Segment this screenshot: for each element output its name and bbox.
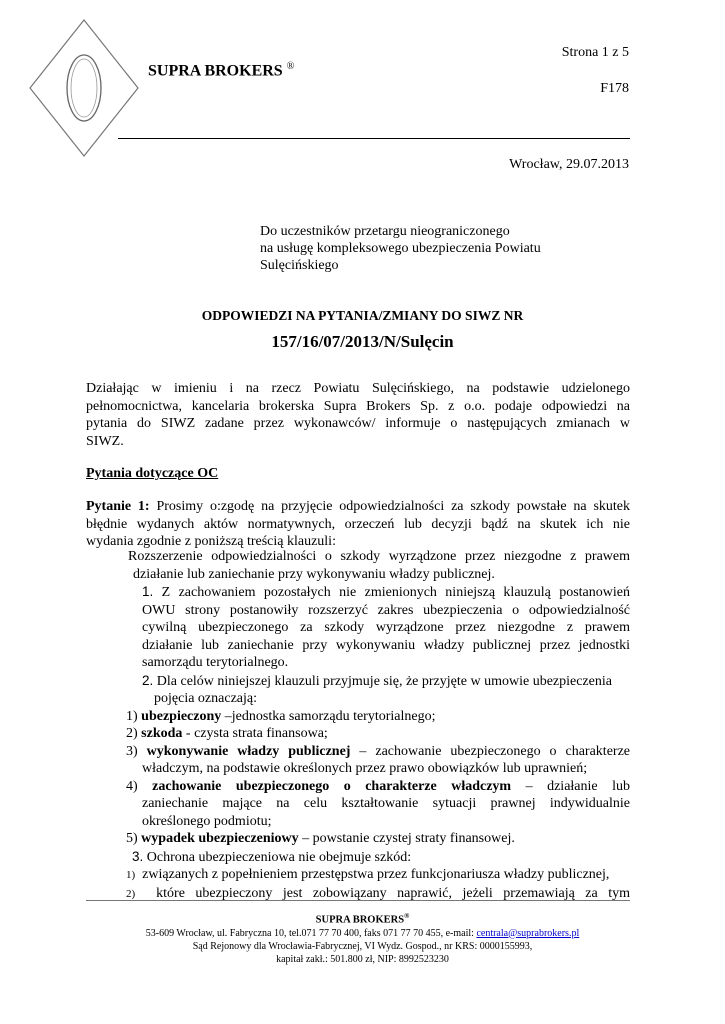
page-number: Strona 1 z 5 bbox=[561, 45, 629, 60]
intro-paragraph bbox=[86, 380, 630, 450]
case-number: 157/16/07/2013/N/Sulęcin bbox=[271, 332, 454, 351]
point-number: 3. bbox=[132, 848, 144, 864]
question-label: Pytanie 1: bbox=[86, 499, 150, 514]
definition-5 bbox=[86, 830, 630, 848]
section-title: Pytania dotyczące OC bbox=[86, 466, 219, 481]
definition-text: –jednostka samorządu terytorialnego; bbox=[221, 708, 436, 724]
exclusion-number: 2) bbox=[126, 887, 136, 900]
intro-line: Działając w imieniu i na rzecz Powiatu Sulęcińskiego, na podstawie udzielonego bbox=[86, 381, 630, 396]
definition-4 bbox=[86, 778, 630, 796]
footer-email-link[interactable]: centrala@suprabrokers.pl bbox=[476, 927, 580, 939]
definition-text: – powstanie czystej straty finansowej. bbox=[298, 831, 515, 846]
definition-4-line: określonego podmiotu; bbox=[142, 813, 272, 829]
exclusion-number: 1) bbox=[126, 869, 136, 881]
clause-point-1-line: cywilną ubezpieczonego za szkody wyrządzone przez niezgodne z prawem bbox=[142, 620, 630, 635]
definition-2 bbox=[86, 725, 630, 743]
definition-text: – działanie lub bbox=[511, 778, 630, 794]
definition-number: 2) bbox=[126, 726, 138, 741]
definition-text: – zachowanie ubezpieczonego o charakterze bbox=[350, 743, 630, 759]
definition-term: ubezpieczony bbox=[141, 708, 222, 724]
definition-number: 4) bbox=[126, 778, 138, 794]
intro-line: pełnomocnictwa, kancelaria brokerska Supra Brokers Sp. z o.o. podaje odpowiedzi na bbox=[86, 398, 630, 414]
intro-line: pytania do SIWZ zadane przez wykonawców/ informuje o następujących zmianach w bbox=[86, 416, 630, 431]
clause-intro-line: Rozszerzenie odpowiedzialności o szkody wyrządzone przez niezgodne z prawem bbox=[128, 549, 630, 564]
question-1-line: błędnie wydanych aktów normatywnych, orzeczeń lub decyzji bądź na skutek ich nie bbox=[86, 516, 630, 532]
definition-number: 3) bbox=[126, 743, 138, 759]
intro-line: SIWZ. bbox=[86, 433, 124, 449]
document-date: Wrocław, 29.07.2013 bbox=[509, 157, 629, 172]
definition-number: 5) bbox=[126, 831, 138, 846]
addressee-line: na usługę kompleksowego ubezpieczenia Powiatu bbox=[260, 241, 541, 256]
definition-3-line: władczym, na podstawie określonych przez prawo obowiązków lub uprawnień; bbox=[142, 761, 588, 776]
footer-capital: kapitał zakł.: 501.800 zł, NIP: 8992523230 bbox=[276, 953, 449, 965]
definition-1 bbox=[86, 708, 630, 726]
addressee-line: Do uczestników przetargu nieograniczonego bbox=[260, 224, 510, 239]
question-text: Prosimy o:zgodę na przyjęcie odpowiedzialności za szkody powstałe na skutek bbox=[149, 499, 631, 514]
question-1-line: wydania zgodnie z poniższą treścią klauzuli: bbox=[86, 534, 336, 549]
clause-point-1 bbox=[86, 583, 630, 602]
header-divider bbox=[118, 138, 630, 139]
addressee-line: Sulęcińskiego bbox=[260, 258, 339, 273]
clause-point-1-line: OWU strony postanowiły rozszerzyć zakres ubezpieczenia o odpowiedzialność bbox=[142, 602, 630, 618]
question-1 bbox=[86, 498, 630, 551]
footer-brand: SUPRA BROKERS® bbox=[315, 912, 410, 926]
clause-point-1-line: działanie lub zaniechanie przy wykonywaniu władzy publicznej przez jednostki bbox=[142, 637, 630, 653]
point-text: Dla celów niniejszej klauzuli przyjmuje się, że przyjęte w umowie ubezpieczenia bbox=[153, 673, 612, 689]
definition-4-line: zaniechanie mające na celu kształtowanie sytuacji prawnej indywidualnie bbox=[142, 796, 630, 811]
definition-text: - czysta strata finansowa; bbox=[182, 726, 328, 741]
exclusion-text: związanych z popełnieniem przestępstwa przez funkcjonariusza władzy publicznej, bbox=[142, 867, 610, 882]
footer-divider bbox=[86, 900, 630, 901]
supra-brokers-logo bbox=[28, 18, 140, 158]
definition-term: zachowanie ubezpieczonego o charakterze władczym bbox=[152, 778, 512, 794]
clause-point-2-line: pojęcia oznaczają: bbox=[154, 691, 257, 706]
point-number: 1. bbox=[142, 584, 154, 599]
footer bbox=[0, 910, 725, 966]
point-text: Z zachowaniem pozostałych nie zmienionych niniejszą klauzulą postanowień bbox=[153, 585, 630, 600]
exclusion-text: które ubezpieczony jest zobowiązany naprawić, jeżeli przemawiają za tym bbox=[156, 885, 631, 901]
clause-text bbox=[86, 548, 630, 903]
clause-point-3 bbox=[86, 848, 630, 867]
footer-court: Sąd Rejonowy dla Wrocławia-Fabrycznej, VI Wydz. Gospod., nr KRS: 0000155993, bbox=[192, 940, 533, 952]
addressee-block bbox=[260, 223, 590, 274]
brand-name: SUPRA BROKERS ® bbox=[148, 61, 295, 80]
point-number: 2. bbox=[142, 672, 154, 688]
question-1-line bbox=[86, 498, 630, 516]
definition-number: 1) bbox=[126, 708, 138, 724]
answers-title: ODPOWIEDZI NA PYTANIA/ZMIANY DO SIWZ NR bbox=[201, 308, 524, 323]
form-code: F178 bbox=[600, 81, 629, 96]
definition-term: wykonywanie władzy publicznej bbox=[146, 743, 351, 759]
clause-intro-line: działanie lub zaniechanie przy wykonywaniu władzy publicznej. bbox=[133, 566, 495, 582]
definition-term: szkoda bbox=[141, 726, 183, 741]
definition-term: wypadek ubezpieczeniowy bbox=[141, 831, 299, 846]
clause-point-1-line: samorządu terytorialnego. bbox=[142, 655, 289, 670]
footer-address: 53-609 Wrocław, ul. Fabryczna 10, tel.071 77 70 400, faks 071 77 70 455, e-mail: centrala@suprabrokers.pl bbox=[145, 927, 580, 939]
exclusion-1 bbox=[86, 866, 630, 885]
definition-3 bbox=[86, 743, 630, 761]
clause-point-2 bbox=[86, 672, 630, 691]
point-text: Ochrona ubezpieczeniowa nie obejmuje szkód: bbox=[143, 849, 412, 865]
